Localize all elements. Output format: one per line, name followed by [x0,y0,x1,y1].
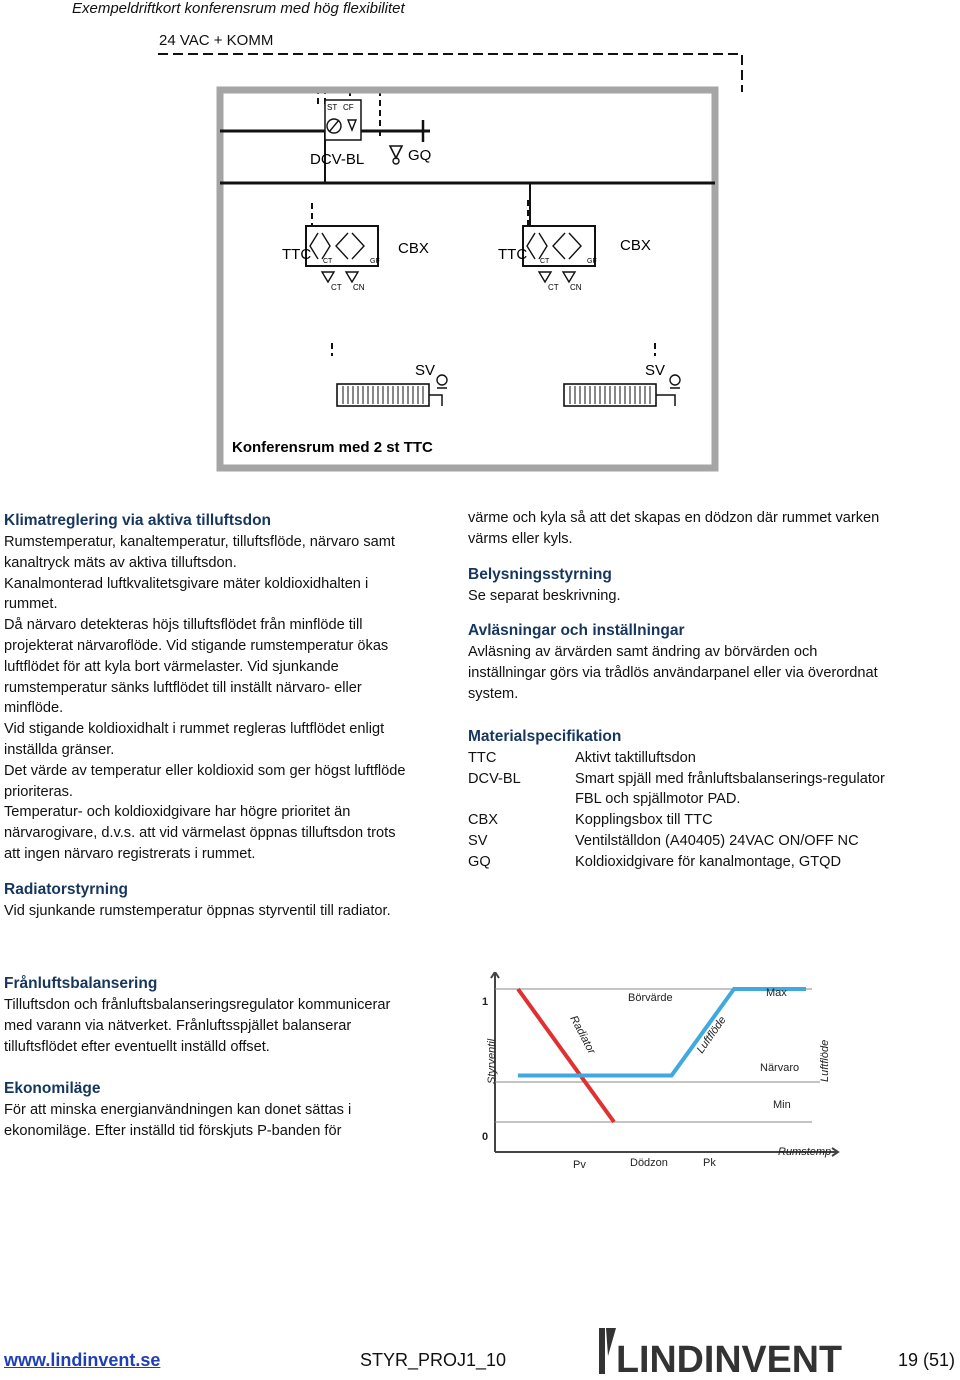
chart-marks [518,989,806,1122]
gq-label: GQ [408,147,432,164]
table-row: CBX Kopplingsbox till TTC [468,812,713,829]
supply-cable [158,54,742,356]
heading-radiator: Radiatorstyrning [4,880,129,898]
ttc-unit-2 [498,226,651,292]
right-column [468,508,898,873]
svg-text:CN: CN [353,283,365,292]
chart-label: Luftflöde [819,1039,831,1082]
svg-text:GF: GF [587,258,597,265]
left-column-lower [4,973,404,1142]
chart-label: Radiator [567,1013,598,1057]
x-tick-label: Dödzon [630,1157,668,1169]
series-line-radiator [518,989,614,1122]
paragraph: För att minska energianvändningen kan donet sättas i ekonomiläge. Efter inställd tid förskjuts P-banden för [4,1102,352,1140]
x-tick-label: Pv [573,1159,586,1171]
chart-label: Börvärde [628,992,673,1004]
system-schematic [150,28,750,478]
svg-text:CF: CF [343,103,354,112]
material-table [468,748,898,873]
svg-text:TTC: TTC [282,246,312,263]
paragraph: Se separat beskrivning. [468,587,621,604]
y-tick-label: 0 [482,1131,489,1143]
svg-text:CN: CN [570,283,582,292]
radiator-2 [564,362,680,406]
diagram-caption: Konferensrum med 2 st TTC [232,439,433,456]
ttc-unit-1 [282,226,429,292]
svg-text:CBX: CBX [398,240,429,257]
supply-label: 24 VAC + KOMM [159,32,274,49]
svg-text:LINDINVENT: LINDINVENT [616,1339,842,1376]
left-column [4,510,414,922]
page-header: Exempeldriftkort konferensrum med hög flexibilitet [72,0,405,17]
paragraph: Tilluftsdon och frånluftsbalanseringsregulator kommunicerar med varann via nätverket. Frånluftsspjället balanserar tilluftsflödet efter eventuellt inställd offset. [4,997,391,1055]
svg-text:GF: GF [370,258,380,265]
chart-label: Max [766,987,787,999]
svg-text:CT: CT [540,258,550,265]
svg-text:ST: ST [327,103,338,112]
footer-doc-code: STYR_PROJ1_10 [360,1350,507,1370]
x-axis-label: Rumstemp [778,1146,832,1158]
dcv-bl-label: DCV-BL [310,151,365,168]
paragraph: värme och kyla så att det skapas en dödzon där rummet varken värms eller kyls. [468,510,880,547]
y-tick-label: 1 [482,996,489,1008]
svg-text:SV: SV [415,362,436,379]
paragraph: Rumstemperatur, kanaltemperatur, tilluftsflöde, närvaro samt kanaltryck mäts av aktiva tilluftsdon. [4,534,395,571]
heading-eco-mode: Ekonomiläge [4,1080,101,1098]
chart-label: Min [773,1099,791,1111]
room-wall [220,90,715,468]
paragraph: Vid sjunkande rumstemperatur öppnas styrventil till radiator. [4,902,391,919]
svg-text:TTC: TTC [498,246,528,263]
svg-text:SV: SV [645,362,666,379]
gq-sensor [390,146,402,164]
footer-url[interactable]: www.lindinvent.se [4,1350,161,1370]
paragraph: Temperatur- och koldioxidgivare har högre prioritet än närvarogivare, d.v.s. att vid värmelast öppnas tilluftsdon trots att ingen närvaro registrerats i rummet. [4,804,396,862]
svg-text:CT: CT [323,258,333,265]
heading-exhaust-balance: Frånluftsbalansering [4,975,158,992]
chart-label: Närvaro [760,1062,800,1074]
dcv-bl-damper [325,100,361,140]
x-tick-label: Pk [703,1157,716,1169]
paragraph: Det värde av temperatur eller koldioxid som ger högst luftflöde prioriteras. [4,762,406,800]
paragraph: Då närvaro detekteras höjs tilluftsflödet från minflöde till projekterat närvaroflöde. Vid stigande rumstemperatur ökas luftflödet för att kyla bort värmelaster. Vid sjunkande rumstemperatur sänks luftflödet till inställt närvaro- eller minflöde. [4,617,389,717]
paragraph: Kanalmonterad luftkvalitetsgivare mäter koldioxidhalten i rummet. [4,575,369,613]
heading-material-spec: Materialspecifikation [468,727,622,745]
table-row: DCV-BL Smart spjäll med frånluftsbalanserings-regulator FBL och spjällmotor PAD. [468,770,885,808]
paragraph: Avläsning av ärvärden samt ändring av börvärden och inställningar görs via trådlös användarpanel eller via överordnat system. [468,644,878,702]
radiator-1 [337,362,447,406]
svg-text:CBX: CBX [620,237,651,254]
paragraph: Vid stigande koldioxidhalt i rummet regleras luftflödet enligt inställda gränser. [4,721,385,758]
lindinvent-logo [596,1326,848,1376]
chart-label: Luftflöde [694,1014,729,1056]
table-row: SV Ventilställdon (A40405) 24VAC ON/OFF NC [468,832,859,849]
table-row: GQ Koldioxidgivare för kanalmontage, GTQD [468,853,842,870]
heading-lighting: Belysningsstyrning [468,565,612,583]
footer-page-number: 19 (51) [898,1350,956,1370]
table-row: TTC Aktivt taktilluftsdon [468,749,696,766]
duct [220,120,715,228]
svg-text:CT: CT [548,283,559,292]
chart-label: Styrventil [486,1038,498,1084]
heading-readings: Avläsningar och inställningar [468,622,685,640]
svg-text:CT: CT [331,283,342,292]
control-chart [470,972,850,1172]
heading-climate: Klimatreglering via aktiva tilluftsdon [4,512,272,529]
